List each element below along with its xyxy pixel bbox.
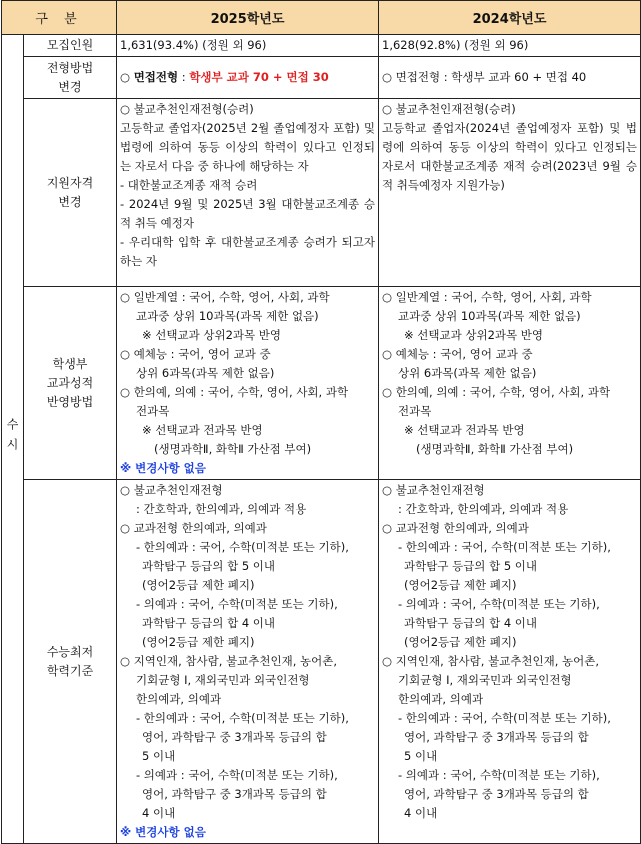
method-label-2: 변경 — [58, 79, 82, 94]
tr-2025-general-3: ※ 선택교과 상위2과목 반영 — [142, 328, 282, 342]
min-2024-c1: ○ 지역인재, 참사람, 불교추천인재, 농어촌, — [382, 654, 600, 668]
tr-2025-arts-2: 상위 6과목(과목 제한 없음) — [136, 366, 275, 380]
method-2025-sep: : — [178, 70, 190, 84]
qual-2024-body: 고등학교 졸업자(2024년 졸업예정자 포함) 및 법령에 의하여 동등 이상의 학력이 있다고 인정되는 자로서 대한불교조계종 재적 승려(2023년 9월 승적 취득예정자 지원가능) — [382, 121, 637, 192]
min-2024-b5: - 의예과 : 국어, 수학(미적분 또는 기하), — [398, 597, 600, 611]
min-2025-c7: - 의예과 : 국어, 수학(미적분 또는 기하), — [136, 768, 338, 782]
min-2025-c8: 영어, 과학탐구 중 3개과목 등급의 합 — [142, 787, 327, 801]
header-row — [2, 1, 641, 35]
recruit-2024: 1,628(92.8%) (정원 외 96) — [379, 35, 641, 57]
qualification-row — [2, 99, 641, 287]
min-2024-c9: 4 이내 — [404, 806, 438, 820]
minimum-row — [2, 480, 641, 844]
recruit-2025: 1,631(93.4%) (정원 외 96) — [117, 35, 379, 57]
method-2025-prefix: ○ — [120, 70, 134, 84]
transcript-2025 — [117, 287, 379, 480]
method-2025-ratio: 학생부 교과 70 + 면접 30 — [189, 70, 329, 84]
qualification-label — [24, 99, 117, 287]
min-2025-b5: - 의예과 : 국어, 수학(미적분 또는 기하), — [136, 597, 338, 611]
min-2025-a2: : 간호학과, 한의예과, 의예과 적용 — [136, 502, 307, 516]
tr-2024-general-2: 교과중 상위 10과목(과목 제한 없음) — [398, 309, 581, 323]
qual-2025-body: 고등학교 졸업자(2025년 2월 졸업예정자 포함) 및 법령에 의하여 동등 이상의 학력이 있다고 인정되는 자로서 다음 중 하나에 해당하는 자 — [120, 121, 375, 173]
tr-2024-med: ○ 한의예, 의예 : 국어, 수학, 영어, 사회, 과학 — [382, 385, 611, 399]
qualification-2025 — [117, 99, 379, 287]
tr-2024-general-3: ※ 선택교과 상위2과목 반영 — [404, 328, 544, 342]
min-2025-b6: 과학탐구 등급의 합 4 이내 — [142, 616, 276, 630]
minimum-label — [24, 480, 117, 844]
min-2025-b7: (영어2등급 제한 폐지) — [142, 635, 255, 649]
min-2025-b1: ○ 교과전형 한의예과, 의예과 — [120, 521, 267, 535]
qualification-label-1: 지원자격 — [46, 175, 94, 190]
tr-2025-general-2: 교과중 상위 10과목(과목 제한 없음) — [136, 309, 319, 323]
min-2025-c1: ○ 지역인재, 참사람, 불교추천인재, 농어촌, — [120, 654, 338, 668]
transcript-row — [2, 287, 641, 480]
min-2025-c6: 5 이내 — [142, 749, 176, 763]
method-2025-type: 면접전형 — [133, 70, 179, 84]
min-2025-c9: 4 이내 — [142, 806, 176, 820]
min-2024-b4: (영어2등급 제한 폐지) — [404, 578, 517, 592]
minimum-label-2: 학력기준 — [46, 663, 94, 678]
min-2024-c3: 한의예과, 의예과 — [398, 692, 484, 706]
qual-2025-item: - 우리대학 입학 후 대한불교조계종 승려가 되고자 하는 자 — [120, 235, 375, 268]
qualification-2024 — [379, 99, 641, 287]
min-2024-b6: 과학탐구 등급의 합 4 이내 — [404, 616, 538, 630]
header-category: 구 분 — [2, 1, 117, 35]
minimum-label-1: 수능최저 — [46, 644, 94, 659]
tr-2024-arts-2: 상위 6과목(과목 제한 없음) — [398, 366, 537, 380]
tr-2024-med-2: 전과목 — [398, 404, 432, 418]
min-2024-b3: 과학탐구 등급의 합 5 이내 — [404, 559, 538, 573]
qual-2025-item: - 대한불교조계종 재적 승려 — [120, 178, 258, 192]
tr-2024-med-3: ※ 선택교과 전과목 반영 — [404, 423, 525, 437]
qual-2025-title: ○ 불교추천인재전형(승려) — [120, 102, 254, 116]
min-2025-c2: 기회균형 Ⅰ, 재외국민과 외국인전형 — [136, 673, 310, 687]
transcript-label-3: 반영방법 — [46, 394, 94, 409]
qual-2024-title: ○ 불교추천인재전형(승려) — [382, 102, 516, 116]
method-row — [2, 57, 641, 99]
method-label-1: 전형방법 — [46, 60, 94, 75]
tr-2025-med-4: (생명과학Ⅱ, 화학Ⅱ 가산점 부여) — [154, 442, 312, 456]
min-2024-a1: ○ 불교추천인재전형 — [382, 483, 485, 497]
min-2024-c7: - 의예과 : 국어, 수학(미적분 또는 기하), — [398, 768, 600, 782]
min-2024-c6: 5 이내 — [404, 749, 438, 763]
min-2025-b2: - 한의예과 : 국어, 수학(미적분 또는 기하), — [136, 540, 349, 554]
tr-2025-med-3: ※ 선택교과 전과목 반영 — [142, 423, 263, 437]
min-2025-c5: 영어, 과학탐구 중 3개과목 등급의 합 — [142, 730, 327, 744]
min-2024-b2: - 한의예과 : 국어, 수학(미적분 또는 기하), — [398, 540, 611, 554]
min-2024-c5: 영어, 과학탐구 중 3개과목 등급의 합 — [404, 730, 589, 744]
min-2024-b1: ○ 교과전형 한의예과, 의예과 — [382, 521, 529, 535]
minimum-2025 — [117, 480, 379, 844]
min-2024-c8: 영어, 과학탐구 중 3개과목 등급의 합 — [404, 787, 589, 801]
transcript-label-2: 교과성적 — [46, 375, 94, 390]
min-2025-note: ※ 변경사항 없음 — [120, 825, 206, 839]
min-2025-a1: ○ 불교추천인재전형 — [120, 483, 223, 497]
method-2025 — [117, 57, 379, 99]
min-2025-c3: 한의예과, 의예과 — [136, 692, 222, 706]
transcript-2024 — [379, 287, 641, 480]
transcript-label — [24, 287, 117, 480]
min-2025-b3: 과학탐구 등급의 합 5 이내 — [142, 559, 276, 573]
min-2024-c2: 기회균형 Ⅰ, 재외국민과 외국인전형 — [398, 673, 572, 687]
recruit-label: 모집인원 — [24, 35, 117, 57]
recruit-row — [2, 35, 641, 57]
admission-comparison-table — [1, 0, 641, 844]
tr-2025-note: ※ 변경사항 없음 — [120, 461, 206, 475]
qualification-label-2: 변경 — [58, 194, 82, 209]
tr-2025-med-2: 전과목 — [136, 404, 170, 418]
min-2025-b4: (영어2등급 제한 폐지) — [142, 578, 255, 592]
tr-2024-arts: ○ 예체능 : 국어, 영어 교과 중 — [382, 347, 533, 361]
tr-2025-med: ○ 한의예, 의예 : 국어, 수학, 영어, 사회, 과학 — [120, 385, 349, 399]
tr-2025-general: ○ 일반계열 : 국어, 수학, 영어, 사회, 과학 — [120, 290, 330, 304]
tr-2024-med-4: (생명과학Ⅱ, 화학Ⅱ 가산점 부여) — [416, 442, 574, 456]
header-2024: 2024학년도 — [379, 1, 641, 35]
min-2025-c4: - 한의예과 : 국어, 수학(미적분 또는 기하), — [136, 711, 349, 725]
tr-2025-arts: ○ 예체능 : 국어, 영어 교과 중 — [120, 347, 271, 361]
tr-2024-general: ○ 일반계열 : 국어, 수학, 영어, 사회, 과학 — [382, 290, 592, 304]
qual-2025-item: - 2024년 9월 및 2025년 3월 대한불교조계종 승적 취득 예정자 — [120, 197, 375, 230]
section-label — [2, 35, 24, 844]
header-2025: 2025학년도 — [117, 1, 379, 35]
transcript-label-1: 학생부 — [52, 356, 88, 371]
section-text: 수시 — [5, 417, 19, 458]
min-2024-b7: (영어2등급 제한 폐지) — [404, 635, 517, 649]
method-2024: ○ 면접전형 : 학생부 교과 60 + 면접 40 — [379, 57, 641, 99]
min-2024-a2: : 간호학과, 한의예과, 의예과 적용 — [398, 502, 569, 516]
method-label — [24, 57, 117, 99]
minimum-2024 — [379, 480, 641, 844]
min-2024-c4: - 한의예과 : 국어, 수학(미적분 또는 기하), — [398, 711, 611, 725]
